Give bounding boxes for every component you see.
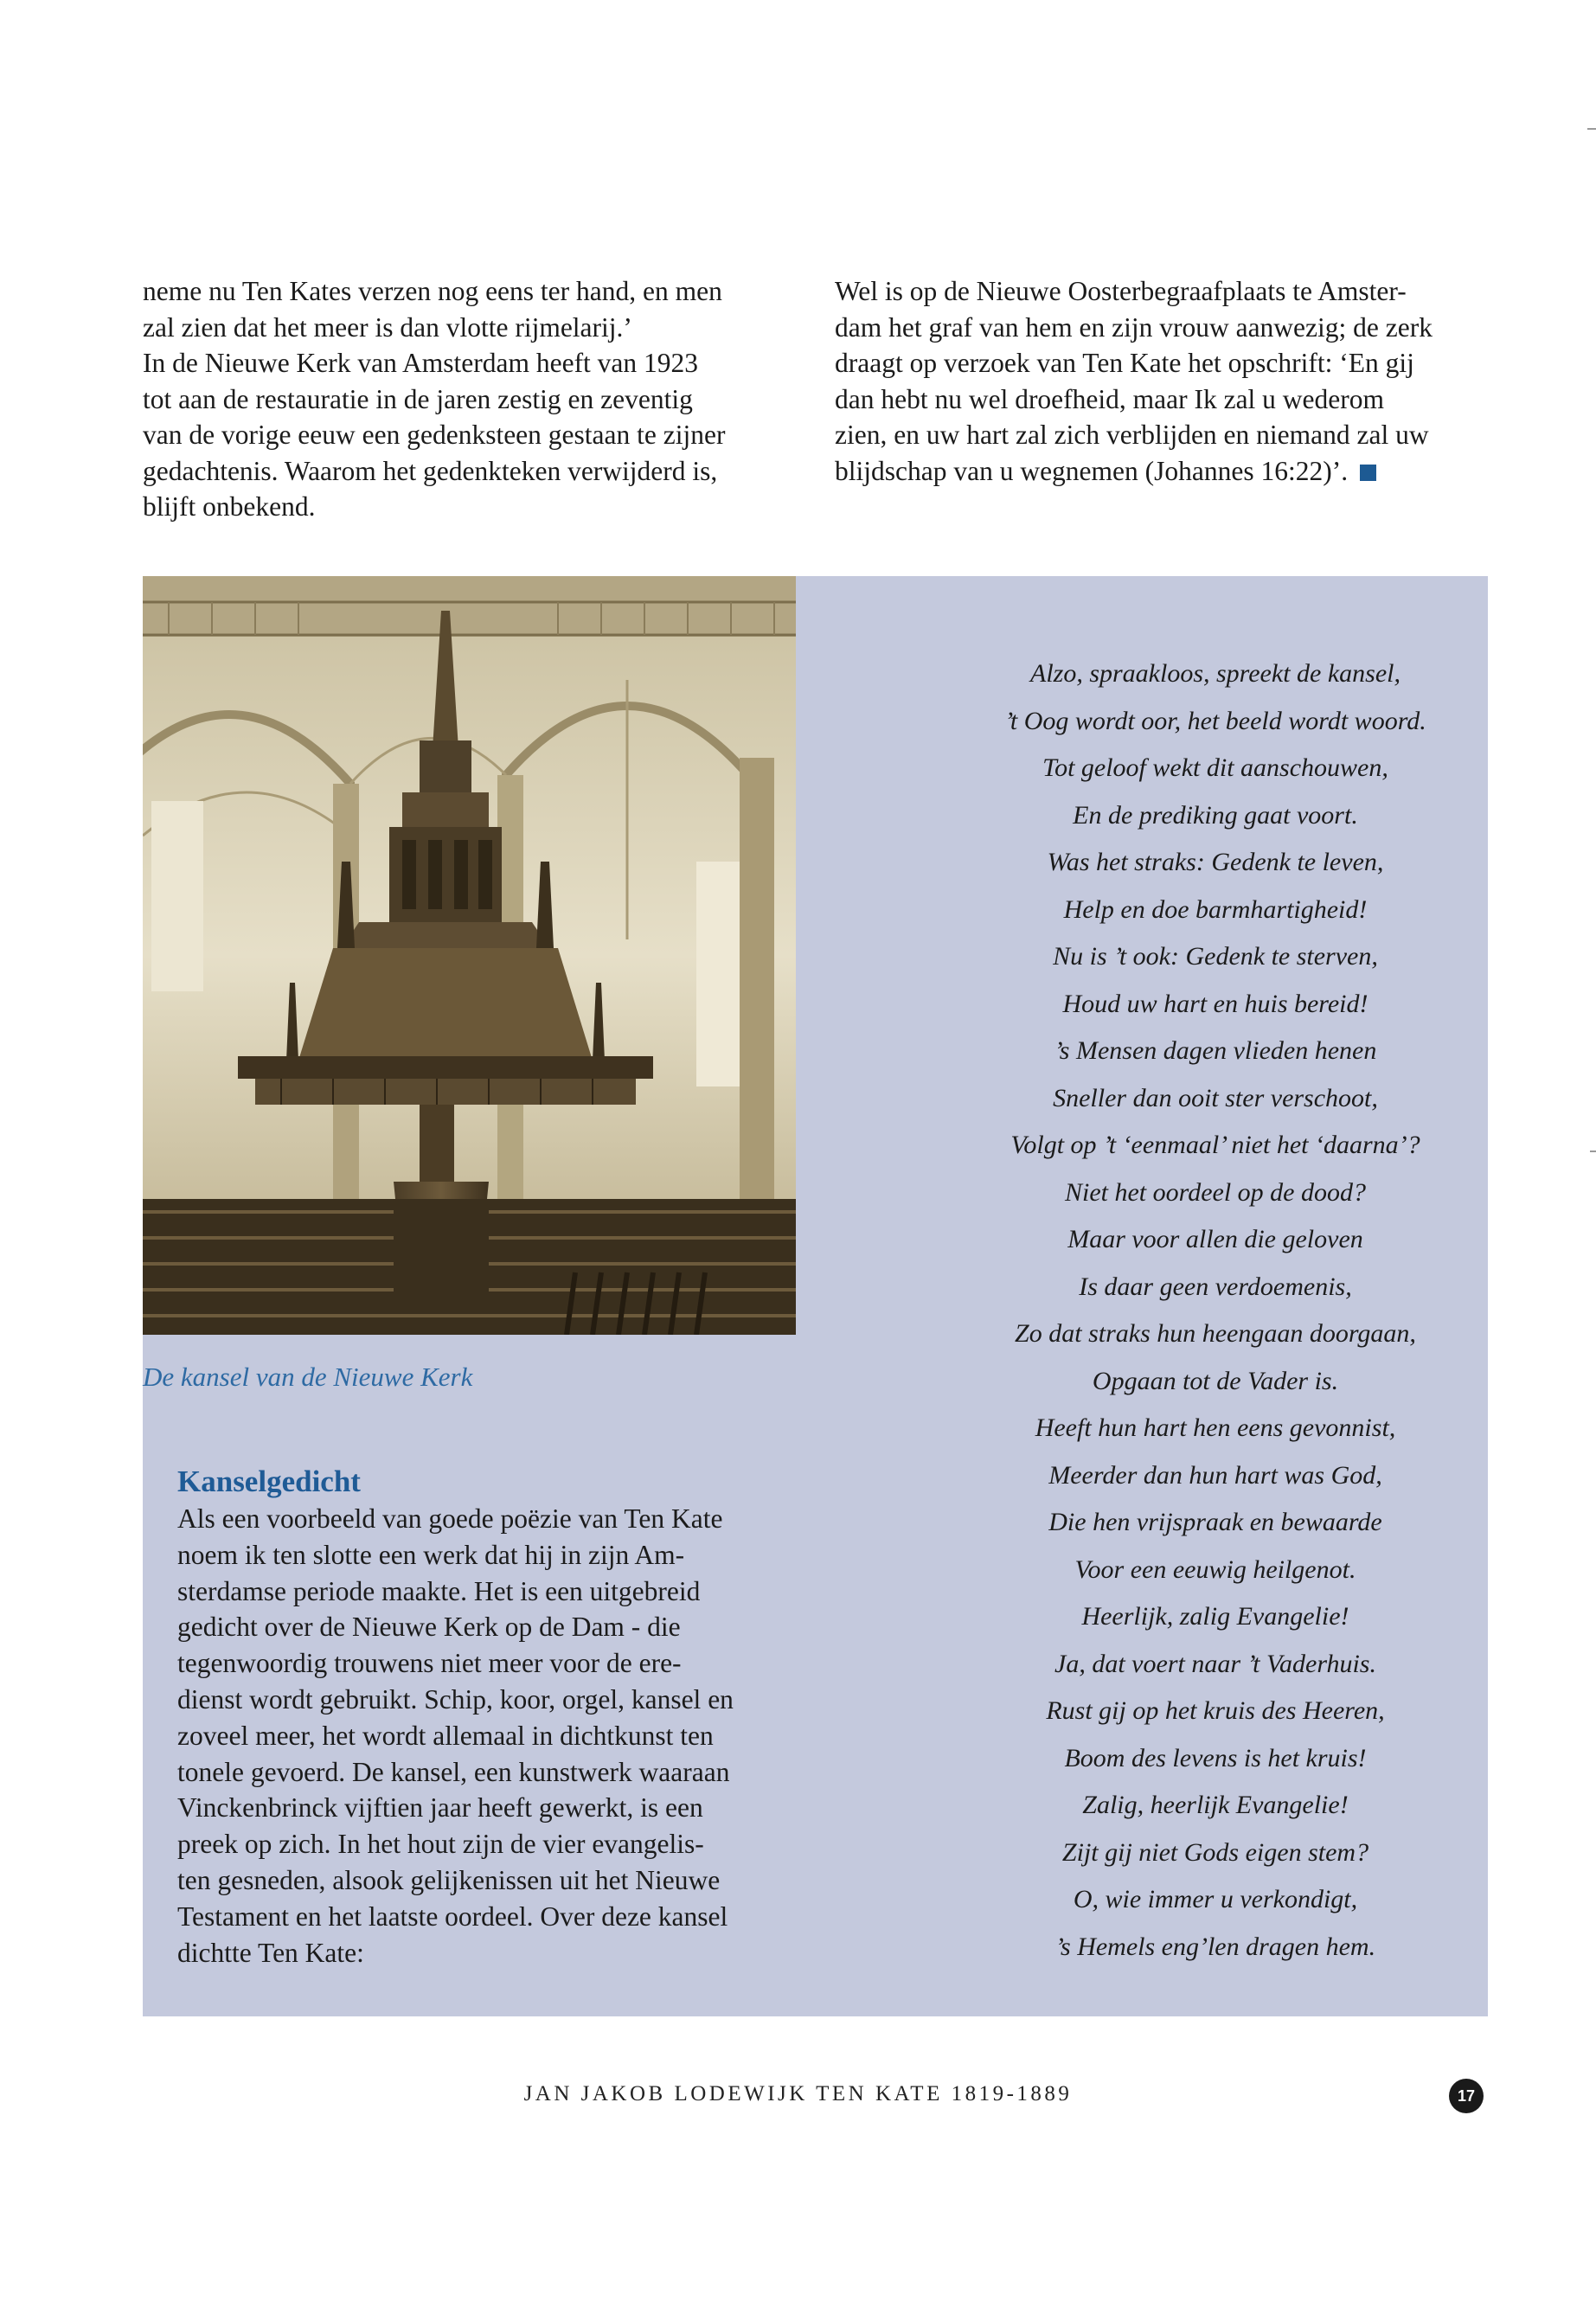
poem-line: En de prediking gaat voort. [1073, 800, 1358, 830]
end-of-article-mark [1360, 465, 1376, 481]
text-line: neme nu Ten Kates verzen nog eens ter hand, en men [143, 276, 722, 306]
text-line: zien, en uw hart zal zich verblijden en niemand zal uw [835, 420, 1429, 450]
poem-line: Meerder dan hun hart was God, [1048, 1460, 1382, 1490]
poem-line: Zalig, heerlijk Evangelie! [1082, 1791, 1349, 1819]
poem-line: Sneller dan ooit ster verschoot, [1053, 1083, 1378, 1112]
text-line: In de Nieuwe Kerk van Amsterdam heeft van 1923 [143, 348, 699, 378]
text-line: gedicht over de Nieuwe Kerk op de Dam - die [177, 1612, 681, 1643]
section-body [177, 1501, 800, 1971]
text-line: tot aan de restauratie in de jaren zestig en zeventig [143, 383, 693, 414]
text-line: gedachtenis. Waarom het gedenkteken verwijderd is, [143, 455, 718, 486]
poem-line: Alzo, spraakloos, spreekt de kansel, [1030, 659, 1401, 688]
text-line: blijft onbekend. [143, 491, 316, 522]
text-line: Als een voorbeeld van goede poëzie van Ten Kate [177, 1503, 723, 1534]
poem-line: Is daar geen verdoemenis, [1079, 1272, 1352, 1301]
poem-line: Boom des levens is het kruis! [1064, 1743, 1367, 1772]
text-line: dam het graf van hem en zijn vrouw aanwezig; de zerk [835, 311, 1433, 343]
photo-caption: De kansel van de Nieuwe Kerk [143, 1362, 473, 1392]
poem-line: Zijt gij niet Gods eigen stem? [1061, 1837, 1369, 1867]
pulpit-photo [143, 576, 796, 1335]
margin-mark [1590, 1150, 1596, 1152]
poem-line: ’s Hemels eng’len dragen hem. [1054, 1932, 1376, 1961]
poem-line: Voor een eeuwig heilgenot. [1074, 1554, 1356, 1584]
poem-line: Heerlijk, zalig Evangelie! [1081, 1602, 1349, 1631]
intro-left-column [143, 273, 800, 525]
running-footer-title: JAN JAKOB LODEWIJK TEN KATE 1819-1889 [523, 2082, 1073, 2106]
text-line: Testament en het laatste oordeel. Over deze kansel [177, 1900, 728, 1932]
poem-line: Tot geloof wekt dit aanschouwen, [1042, 753, 1388, 782]
poem-line: Die hen vrijspraak en bewaarde [1048, 1508, 1382, 1536]
poem-line: Heeft hun hart hen eens gevonnist, [1035, 1413, 1396, 1442]
text-line: blijdschap van u wegnemen (Johannes 16:22)’. [835, 453, 1492, 490]
poem-line: Niet het oordeel op de dood? [1065, 1177, 1366, 1207]
poem-line: ’s Mensen dagen vlieden henen [1054, 1036, 1377, 1065]
margin-mark [1587, 128, 1596, 130]
text-line: ten gesneden, alsook gelijkenissen uit het Nieuwe [177, 1864, 721, 1895]
poem-line: Help en doe barmhartigheid! [1063, 894, 1368, 924]
poem-line: Zo dat straks hun heengaan doorgaan, [1015, 1319, 1416, 1348]
section-heading: Kanselgedicht [177, 1465, 361, 1498]
poem [848, 651, 1583, 1971]
text-line: tegenwoordig trouwens niet meer voor de ere- [177, 1648, 682, 1679]
text-line: preek op zich. In het hout zijn de vier evangelis- [177, 1829, 704, 1860]
poem-line: Opgaan tot de Vader is. [1092, 1366, 1339, 1395]
page-number-badge: 17 [1449, 2079, 1484, 2113]
text-line: draagt op verzoek van Ten Kate het opschrift: ‘En gij [835, 348, 1414, 378]
poem-line: Nu is ’t ook: Gedenk te sterven, [1053, 942, 1378, 971]
text-line: noem ik ten slotte een werk dat hij in zijn Am- [177, 1539, 685, 1570]
text-line: Vinckenbrinck vijftien jaar heeft gewerkt, is een [177, 1792, 703, 1823]
text-line: dienst wordt gebruikt. Schip, koor, orgel, kansel en [177, 1683, 734, 1715]
text-line: zal zien dat het meer is dan vlotte rijmelarij.’ [143, 311, 632, 343]
text-line: dan hebt nu wel droefheid, maar Ik zal u wederom [835, 383, 1384, 414]
poem-line: Was het straks: Gedenk te leven, [1047, 848, 1384, 876]
poem-line: ’t Oog wordt oor, het beeld wordt woord. [1004, 706, 1426, 735]
text-line: tonele gevoerd. De kansel, een kunstwerk waaraan [177, 1756, 730, 1787]
text-line: van de vorige eeuw een gedenksteen gestaan te zijner [143, 420, 726, 450]
poem-line: Volgt op ’t ‘eenmaal’ niet het ‘daarna’? [1010, 1131, 1420, 1159]
poem-line: Houd uw hart en huis bereid! [1062, 989, 1368, 1018]
text-line: Wel is op de Nieuwe Oosterbegraafplaats te Amster- [835, 276, 1407, 306]
poem-line: O, wie immer u verkondigt, [1073, 1885, 1358, 1913]
poem-line: Ja, dat voert naar ’t Vaderhuis. [1054, 1649, 1376, 1678]
text-line: dichtte Ten Kate: [177, 1937, 364, 1968]
text-line: sterdamse periode maakte. Het is een uitgebreid [177, 1575, 701, 1606]
poem-line: Rust gij op het kruis des Heeren, [1046, 1696, 1385, 1725]
text-line: zoveel meer, het wordt allemaal in dichtkunst ten [177, 1720, 714, 1751]
poem-line: Maar voor allen die geloven [1067, 1225, 1363, 1253]
intro-right-column [835, 273, 1492, 489]
